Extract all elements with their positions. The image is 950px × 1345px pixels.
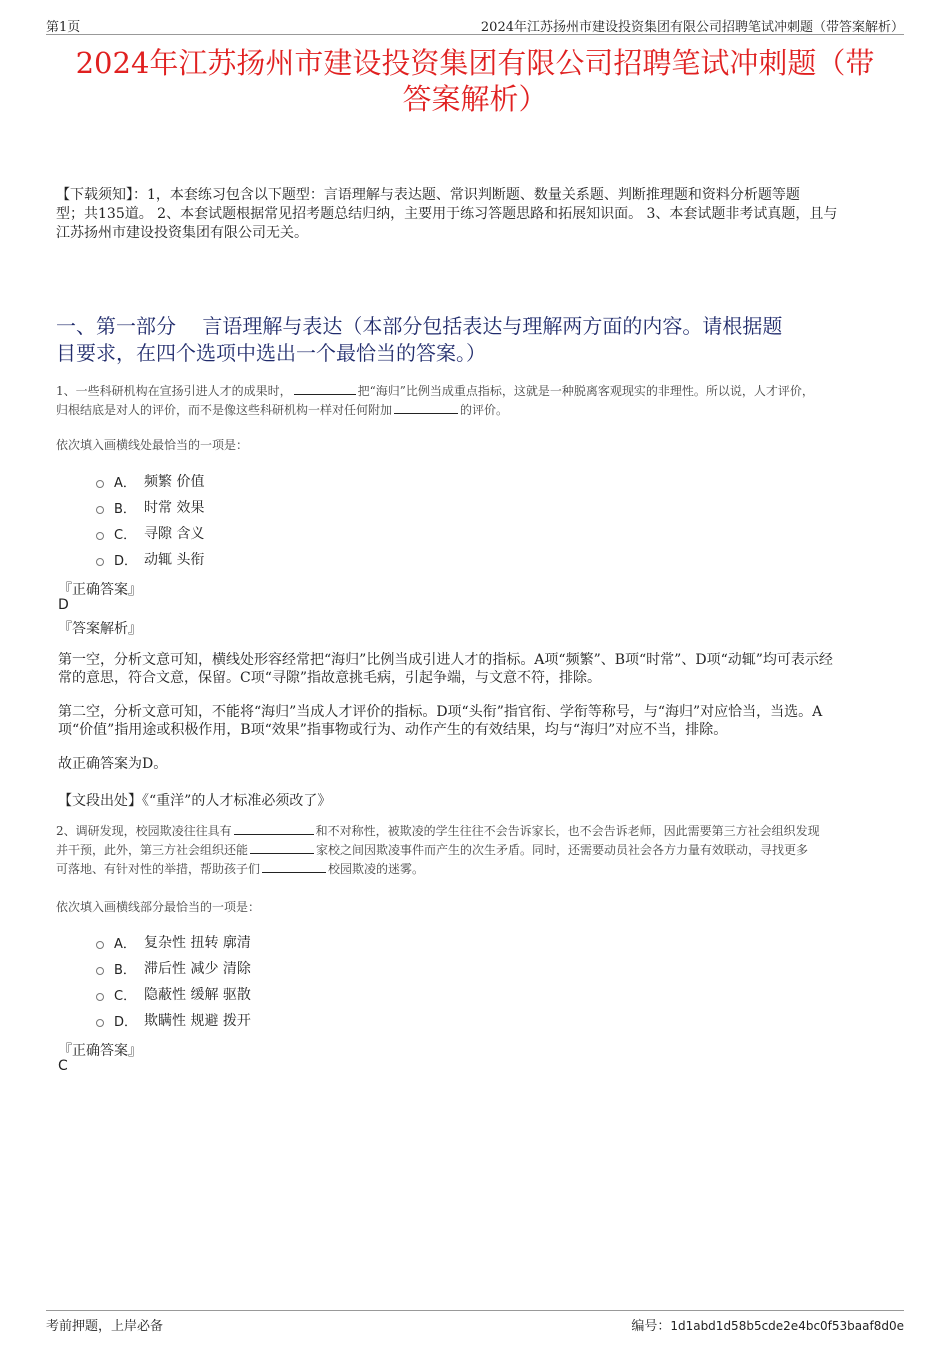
main-title (50, 45, 900, 117)
q2-option-d[interactable] (96, 1007, 251, 1033)
q2-text-part: 家校之间因欺凌事件而产生的次生矛盾。同时，还需要动员社会各方力量有效联动，寻找更多 (316, 843, 809, 857)
fill-blank (262, 860, 326, 873)
option-text: 寻隙 含义 (144, 526, 205, 542)
option-text: 复杂性 扭转 廓清 (144, 935, 251, 951)
q1-option-c[interactable] (96, 520, 204, 546)
q2-text-part: 和不对称性，被欺凌的学生往往不会告诉家长，也不会告诉老师，因此需要第三方社会组织发现 (315, 824, 820, 838)
fill-blank (250, 841, 314, 854)
page-header (46, 14, 904, 35)
option-letter: A． (114, 475, 136, 491)
q2-text-part: 可落地、有针对性的举措，帮助孩子们 (56, 862, 261, 876)
q1-analysis-para-3: 故正确答案为D。 (58, 756, 168, 772)
q1-option-b[interactable] (96, 494, 204, 520)
question-2-line3 (56, 860, 900, 879)
question-2-line1 (56, 822, 900, 841)
download-notice (56, 186, 902, 243)
radio-icon[interactable] (96, 993, 104, 1001)
q2-text-part: 并干预，此外，第三方社会组织还能 (56, 843, 249, 857)
question-2-text (56, 822, 900, 879)
radio-icon[interactable] (96, 1019, 104, 1027)
option-letter: D． (114, 553, 138, 569)
option-text: 时常 效果 (144, 500, 205, 516)
notice-line2: 型；共135道。 2、本套试题根据常见招考题总结归纳，主要用于练习答题思路和拓展知识面。 3、本套试题非考试真题，且与 (56, 206, 838, 222)
footer-code (631, 1315, 904, 1334)
radio-icon[interactable] (96, 532, 104, 540)
fill-blank (394, 401, 458, 414)
header-doc-title: 2024年江苏扬州市建设投资集团有限公司招聘笔试冲刺题（带答案解析） (480, 20, 904, 35)
option-letter: B． (114, 501, 136, 517)
question-1-options (96, 468, 204, 572)
radio-icon[interactable] (96, 480, 104, 488)
q1-option-d[interactable] (96, 546, 204, 572)
option-letter: A． (114, 936, 136, 952)
footer-slogan: 考前押题，上岸必备 (46, 1319, 164, 1334)
question-1-text (56, 382, 900, 420)
analysis-line: 常的意思，符合文意，保留。C项“寻隙”指故意挑毛病，引起争端，与文意不符，排除。 (58, 670, 602, 686)
section-title (56, 313, 902, 367)
option-letter: C． (114, 988, 137, 1004)
question-2-line2 (56, 841, 900, 860)
analysis-line: 项“价值”指用途或积极作用，B项“效果”指事物或行为、动作产生的有效结果，均与“海归”对应不当，排除。 (58, 722, 728, 738)
radio-icon[interactable] (96, 558, 104, 566)
q1-analysis-label: 『答案解析』 (58, 621, 142, 637)
q1-text-part: 的评价。 (460, 403, 509, 417)
q2-option-c[interactable] (96, 981, 251, 1007)
analysis-line: 第一空，分析文意可知，横线处形容经常把“海归”比例当成引进人才的指标。A项“频繁”、B项“时常”、D项“动辄”均可表示经 (58, 652, 833, 668)
q1-text-part: 1、一些科研机构在宣扬引进人才的成果时， (56, 384, 292, 398)
q1-text-part: 归根结底是对人的评价，而不是像这些科研机构一样对任何附加 (56, 403, 393, 417)
analysis-line: 第二空，分析文意可知，不能将“海归”当成人才评价的指标。D项“头衔”指官衔、学衔等称号，与“海归”对应恰当，当选。A (58, 704, 823, 720)
fill-blank (294, 382, 356, 395)
question-2-options (96, 929, 251, 1033)
footer-code-value: 1d1abd1d58b5cde2e4bc0f53baaf8d0e (670, 1319, 904, 1333)
option-text: 滞后性 减少 清除 (144, 961, 251, 977)
q1-source: 【文段出处】《“重洋”的人才标准必须改了》 (58, 793, 332, 809)
question-1-prompt: 依次填入画横线处最恰当的一项是： (56, 438, 249, 452)
page-number: 第1页 (46, 20, 81, 35)
option-text: 频繁 价值 (144, 474, 205, 490)
fill-blank (234, 822, 314, 835)
option-text: 动辄 头衔 (144, 552, 205, 568)
main-title-line1: 2024年江苏扬州市建设投资集团有限公司招聘笔试冲刺题（带 (75, 46, 875, 80)
option-letter: D． (114, 1014, 138, 1030)
option-letter: B． (114, 962, 136, 978)
question-1-line1 (56, 382, 900, 401)
q2-text-part: 校园欺凌的迷雾。 (328, 862, 425, 876)
radio-icon[interactable] (96, 941, 104, 949)
q1-text-part: 把“海归”比例当成重点指标，这就是一种脱离客观现实的非理性。所以说，人才评价， (357, 384, 814, 398)
question-2-prompt: 依次填入画横线部分最恰当的一项是： (56, 900, 261, 914)
option-letter: C． (114, 527, 137, 543)
option-text: 欺瞒性 规避 拨开 (144, 1013, 251, 1029)
radio-icon[interactable] (96, 506, 104, 514)
q2-text-part: 2、调研发现，校园欺凌往往具有 (56, 824, 232, 838)
q1-option-a[interactable] (96, 468, 204, 494)
question-1-line2 (56, 401, 900, 420)
q2-option-b[interactable] (96, 955, 251, 981)
notice-line3: 江苏扬州市建设投资集团有限公司无关。 (56, 225, 308, 241)
section-title-line2: 目要求，在四个选项中选出一个最恰当的答案。） (56, 341, 486, 365)
q2-answer: C (58, 1058, 68, 1074)
notice-line1: 【下载须知】：1，本套练习包含以下题型：言语理解与表达题、常识判断题、数量关系题、判断推理题和资料分析题等题 (56, 187, 800, 203)
q2-answer-label: 『正确答案』 (58, 1043, 142, 1059)
q2-option-a[interactable] (96, 929, 251, 955)
q1-answer: D (58, 597, 69, 613)
q1-analysis-para-2 (58, 703, 886, 739)
q1-answer-label: 『正确答案』 (58, 582, 142, 598)
q1-analysis-para-1 (58, 651, 886, 687)
section-title-line1: 一、第一部分 言语理解与表达（本部分包括表达与理解两方面的内容。请根据题 (56, 314, 783, 338)
footer-code-label: 编号： (631, 1319, 671, 1334)
radio-icon[interactable] (96, 967, 104, 975)
page-footer (46, 1310, 904, 1333)
main-title-line2: 答案解析） (402, 82, 548, 116)
option-text: 隐蔽性 缓解 驱散 (144, 987, 251, 1003)
